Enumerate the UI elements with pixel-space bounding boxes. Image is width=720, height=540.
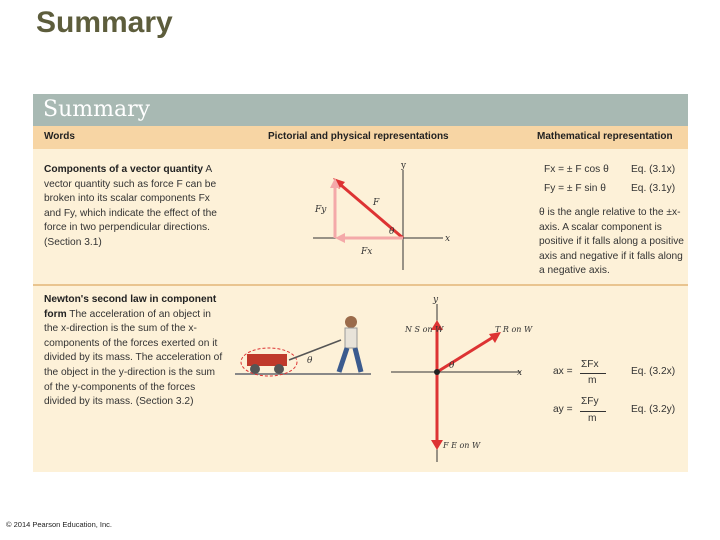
wagon-scene-illustration [233,310,373,380]
summary-heading: Summary [43,97,151,122]
copyright-notice: © 2014 Pearson Education, Inc. [6,520,113,529]
x-axis-label: x [445,234,451,244]
eq-ax-den: m [588,375,597,386]
tension-force-vector [437,336,495,372]
person-torso [345,328,357,348]
column-header-pictorial: Pictorial and physical representations [268,131,449,142]
person-leg-left [339,348,347,372]
person-head [345,316,357,328]
weight-force-arrowhead [431,440,443,450]
row2-words [44,293,224,410]
eq-fx-ref: Eq. (3.1x) [631,164,676,175]
vector-f-label: F [373,198,380,208]
vector-fx-label: Fx [361,247,373,257]
weight-force-label: F E on W [443,441,481,450]
wagon-wheel-right [274,364,284,374]
normal-force-label: N S on W [405,325,444,334]
row1-title: Components of a vector quantity [44,164,204,175]
vector-fy-label: Fy [315,205,327,215]
eq-ay-ref: Eq. (3.2y) [631,404,676,415]
row1-words [44,163,224,251]
fd-y-label: y [433,295,439,305]
column-header-math: Mathematical representation [537,131,673,142]
summary-table [33,94,688,472]
eq-ay-lhs: ay = [553,404,573,415]
eq-fy-ref: Eq. (3.1y) [631,183,676,194]
eq-ax-lhs: ax = [553,366,573,377]
row1-note: θ is the angle relative to the ±x-axis. A scalar component is positive if it falls along a positive axis and negative if it falls along a negative axis. [539,207,684,277]
eq-ay-den: m [588,413,597,424]
pull-handle [289,340,341,360]
slide-title: Summary [36,6,173,39]
eq-ax-num: ΣFx [581,359,599,370]
tension-force-label: T R on W [495,325,533,334]
eq-ay-num: ΣFy [581,396,599,407]
eq-fy: Fy = ± F sin θ [544,183,606,194]
row1-text: A vector quantity such as force F can be broken into its scalar components Fx and Fy, which indicate the effect of the force in two perpendicular directions. (Section 3.1) [44,164,217,248]
wagon-body [247,354,287,366]
column-header-words: Words [44,131,75,142]
object-point [434,369,440,375]
row2-text: The acceleration of an object in the x-direction is the sum of the x-components of the forces exerted on it divided by its mass. The acceleration of the object in the y-direction is the sum of the y-components of the forces divided by its mass. (Section 3.2) [44,308,223,408]
fd-x-label: x [517,368,523,378]
angle-theta-label: θ [389,227,395,237]
person-leg-right [355,348,361,372]
row2-title: Newton's second law in component form [44,294,217,320]
summary-heading-bar [33,94,688,126]
fd-angle-label: θ [449,361,455,371]
vector-components-diagram [303,160,463,280]
force-diagram [383,292,543,468]
column-header-row [33,126,688,149]
row-divider [33,284,688,286]
eq-ax-fraction-bar [580,373,606,374]
eq-ay-fraction-bar [580,411,606,412]
y-axis-label: y [401,161,407,171]
scene-angle-label: θ [307,356,313,366]
eq-ax-ref: Eq. (3.2x) [631,366,676,377]
eq-fx: Fx = ± F cos θ [544,164,609,175]
